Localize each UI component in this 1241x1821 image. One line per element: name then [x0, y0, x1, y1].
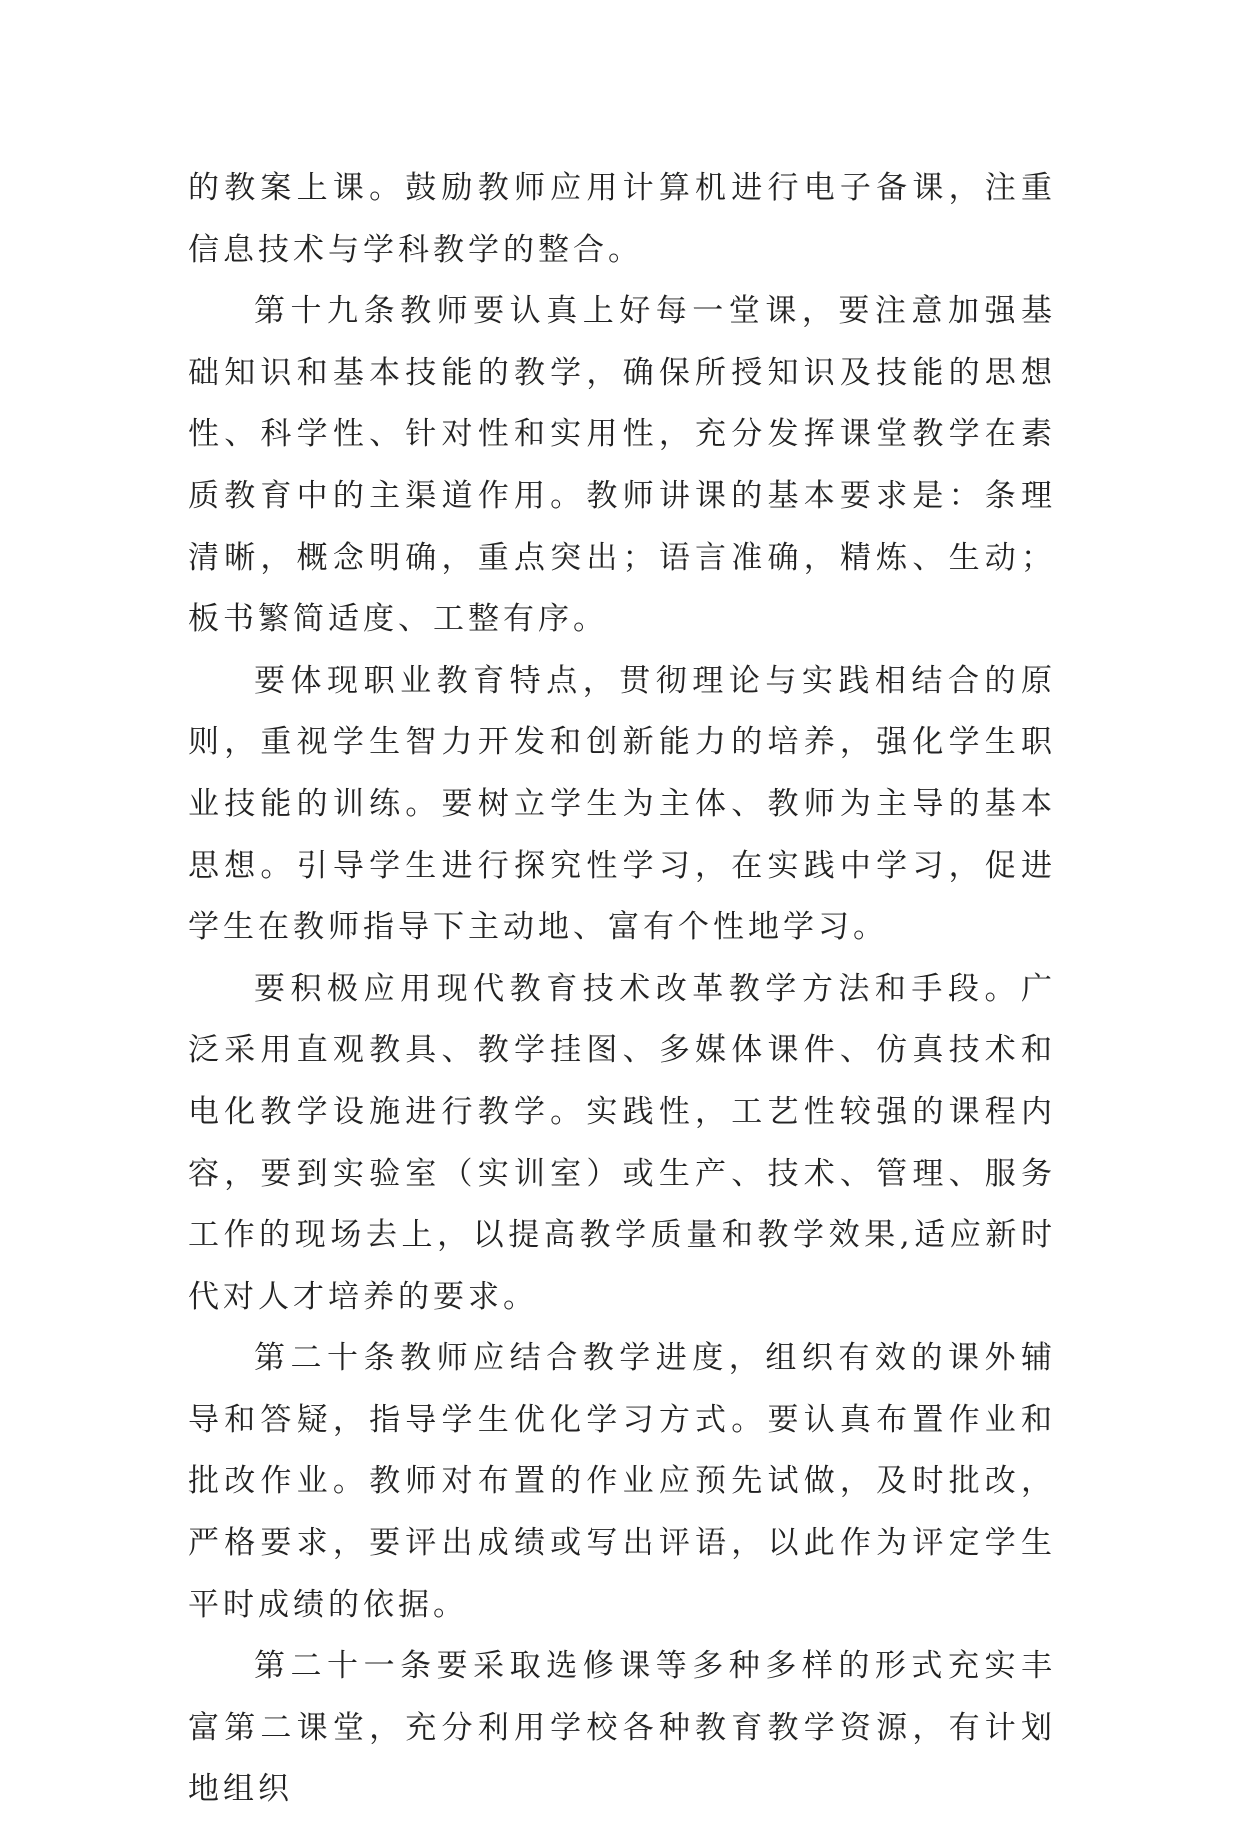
paragraph-4: 要积极应用现代教育技术改革教学方法和手段。广泛采用直观教具、教学挂图、多媒体课件、仿真技术和电化教学设施进行教学。实践性，工艺性较强的课程内容，要到实验室（实训室）或生产、技术、管理、服务工作的现场去上，以提高教学质量和教学效果,适应新时代对人才培养的要求。 [188, 970, 1056, 1315]
paragraph-3: 要体现职业教育特点，贯彻理论与实践相结合的原则，重视学生智力开发和创新能力的培养，强化学生职业技能的训练。要树立学生为主体、教师为主导的基本思想。引导学生进行探究性学习，在实践中学习，促进学生在教师指导下主动地、富有个性地学习。 [188, 662, 1056, 946]
paragraph-6: 第二十一条要采取选修课等多种多样的形式充实丰富第二课堂，充分利用学校各种教育教学资源，有计划地组织 [188, 1648, 1056, 1808]
document-body [188, 158, 1056, 1821]
paragraph-1: 的教案上课。鼓励教师应用计算机进行电子备课，注重信息技术与学科教学的整合。 [188, 170, 1056, 268]
paragraph-5: 第二十条教师应结合教学进度，组织有效的课外辅导和答疑，指导学生优化学习方式。要认真布置作业和批改作业。教师对布置的作业应预先试做，及时批改，严格要求，要评出成绩或写出评语，以此作为评定学生平时成绩的依据。 [188, 1340, 1056, 1623]
paragraph-2: 第十九条教师要认真上好每一堂课，要注意加强基础知识和基本技能的教学，确保所授知识及技能的思想性、科学性、针对性和实用性，充分发挥课堂教学在素质教育中的主渠道作用。教师讲课的基本要求是：条理清晰，概念明确，重点突出；语言准确，精炼、生动；板书繁简适度、工整有序。 [188, 293, 1056, 638]
